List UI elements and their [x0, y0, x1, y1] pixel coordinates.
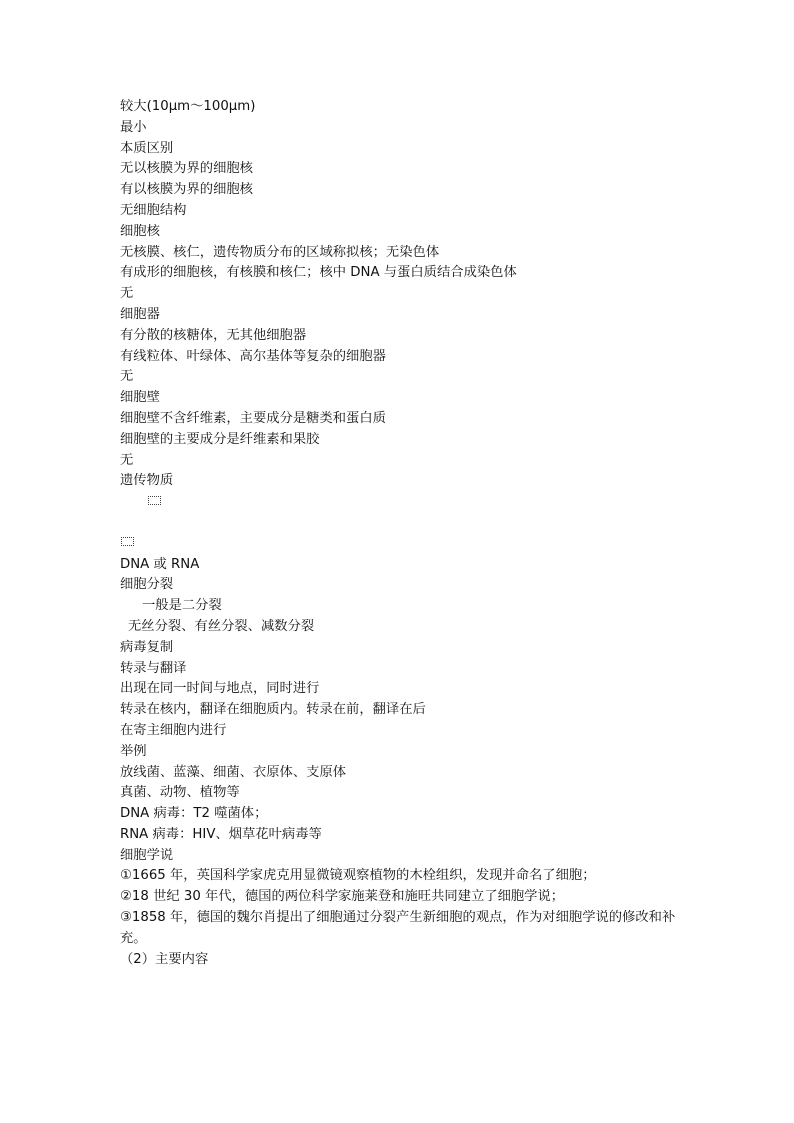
text-line: 有分散的核糖体，无其他细胞器 — [120, 327, 307, 343]
text-line: 无 — [120, 369, 134, 385]
text-line: 细胞壁的主要成分是纤维素和果胶 — [120, 431, 320, 447]
text-line: 无 — [120, 452, 134, 468]
text-line: 无核膜、核仁，遗传物质分布的区域称拟核；无染色体 — [120, 244, 440, 260]
text-line: RNA 病毒：HIV、烟草花叶病毒等 — [120, 826, 322, 842]
missing-glyph-icon — [148, 496, 161, 505]
section-heading: （2）主要内容 — [120, 951, 209, 967]
text-line: 真菌、动物、植物等 — [120, 785, 240, 801]
text-line: DNA 或 RNA — [120, 556, 200, 572]
text-line: 遗传物质 — [120, 473, 174, 489]
text-line: 细胞分裂 — [120, 577, 174, 593]
placeholder-glyph-row — [120, 534, 690, 555]
text-line: 无丝分裂、有丝分裂、减数分裂 — [128, 618, 315, 634]
text-line: 在寄主细胞内进行 — [120, 722, 227, 738]
text-line: 转录与翻译 — [120, 660, 187, 676]
text-line: 细胞器 — [120, 306, 160, 322]
text-line: 最小 — [120, 119, 147, 135]
text-line: 转录在核内，翻译在细胞质内。转录在前，翻译在后 — [120, 702, 426, 718]
text-line: 一般是二分裂 — [142, 598, 222, 614]
text-paragraph: ③1858 年，德国的魏尔肖提出了细胞通过分裂产生新细胞的观点，作为对细胞学说的修改和补充。 — [120, 910, 676, 946]
document-body — [120, 97, 690, 970]
missing-glyph-icon — [121, 537, 134, 546]
text-line: 细胞壁不含纤维素，主要成分是糖类和蛋白质 — [120, 410, 386, 426]
text-line: DNA 病毒：T2 噬菌体； — [120, 806, 268, 822]
text-line: 放线菌、蓝藻、细菌、衣原体、支原体 — [120, 764, 347, 780]
placeholder-glyph-row — [120, 492, 690, 513]
text-line: 细胞壁 — [120, 390, 160, 406]
blank-line — [120, 513, 690, 534]
text-line: ②18 世纪 30 年代，德国的两位科学家施莱登和施旺共同建立了细胞学说； — [120, 889, 565, 905]
text-line: 有以核膜为界的细胞核 — [120, 182, 253, 198]
text-line: 无以核膜为界的细胞核 — [120, 161, 253, 177]
text-line: 有成形的细胞核，有核膜和核仁；核中 DNA 与蛋白质结合成染色体 — [120, 265, 517, 281]
text-line: 无 — [120, 286, 134, 302]
text-line: 病毒复制 — [120, 639, 174, 655]
text-line: 细胞学说 — [120, 847, 174, 863]
text-line: 有线粒体、叶绿体、高尔基体等复杂的细胞器 — [120, 348, 386, 364]
text-line: 举例 — [120, 743, 147, 759]
text-line: 较大(10μm～100μm) — [120, 99, 256, 114]
text-line: ①1665 年，英国科学家虎克用显微镜观察植物的木栓组织，发现并命名了细胞； — [120, 868, 596, 884]
text-line: 细胞核 — [120, 223, 160, 239]
text-line: 无细胞结构 — [120, 202, 187, 218]
text-line: 出现在同一时间与地点，同时进行 — [120, 681, 320, 697]
text-line: 本质区别 — [120, 140, 174, 156]
